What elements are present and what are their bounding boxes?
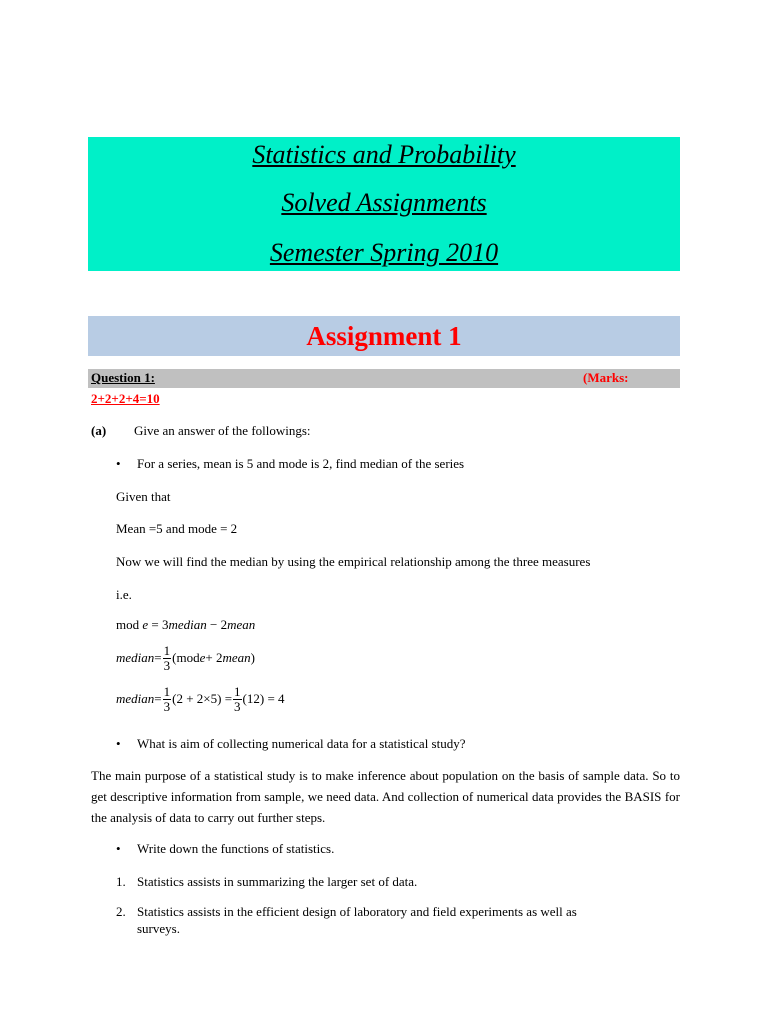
title-line-3: Semester Spring 2010	[269, 238, 499, 267]
eq2-e: e	[199, 650, 206, 665]
eq3-numerator-2: 1	[234, 683, 241, 699]
bullet-glyph: •	[116, 736, 121, 751]
eq2-denominator: 3	[163, 657, 171, 673]
eq2-mean: mean	[222, 650, 251, 665]
bullet-glyph: •	[116, 456, 121, 471]
function-item-2-line-2: surveys.	[137, 921, 180, 936]
eq2-close: )	[250, 650, 255, 665]
eq3-median: median	[116, 691, 155, 706]
eq3-fraction-2	[233, 685, 242, 714]
eq2-fraction	[163, 644, 172, 673]
eq1-mean: mean	[227, 617, 256, 632]
function-number-2: 2.	[116, 904, 126, 919]
title-line-1: Statistics and Probability	[252, 140, 516, 169]
eq1-equals: = 3	[148, 617, 169, 632]
question-label: Question 1:	[91, 370, 155, 385]
function-item-2-line-1: Statistics assists in the efficient design of laboratory and field experiments as well as	[137, 904, 577, 919]
title-line-2: Solved Assignments	[281, 188, 487, 217]
equation-3	[116, 682, 285, 716]
assignment-banner	[88, 316, 680, 356]
function-item-1: Statistics assists in summarizing the larger set of data.	[137, 874, 418, 889]
eq1-median: median	[168, 617, 207, 632]
bullet-question-3: Write down the functions of statistics.	[137, 841, 335, 856]
ie-text: i.e.	[116, 587, 132, 602]
eq3-equals: =	[154, 691, 162, 706]
eq3-end: (12) = 4	[242, 691, 285, 706]
eq1-e: e	[142, 617, 149, 632]
method-text: Now we will find the median by using the empirical relationship among the three measures	[116, 554, 591, 569]
bullet-glyph: •	[116, 841, 121, 856]
eq3-numerator-1: 1	[163, 683, 171, 699]
marks-value: 2+2+2+4=10	[91, 391, 160, 406]
eq3-fraction-1	[163, 685, 172, 714]
function-number-1: 1.	[116, 874, 126, 889]
equation-1	[116, 617, 255, 633]
eq3-denominator-1: 3	[163, 698, 171, 714]
eq3-denominator-2: 3	[234, 698, 241, 714]
eq2-plus: + 2	[205, 650, 223, 665]
bullet-question-1: For a series, mean is 5 and mode is 2, find median of the series	[137, 456, 465, 471]
assignment-title: Assignment 1	[306, 321, 462, 351]
title-banner	[88, 137, 680, 271]
eq2-equals: =	[154, 650, 162, 665]
eq2-numerator: 1	[163, 642, 171, 658]
eq3-middle: (2 + 2×5) =	[172, 691, 233, 706]
part-a-instruction: Give an answer of the followings:	[134, 423, 311, 438]
eq1-mod: mod	[116, 617, 140, 632]
answer-2-paragraph: The main purpose of a statistical study is to make inference about population on the basis of sample data. So to get descriptive information from sample, we need data. And collection of numerical data provides the BASIS for the analysis of data to carry out further steps.	[91, 768, 680, 825]
given-values: Mean =5 and mode = 2	[116, 521, 238, 536]
eq2-median: median	[116, 650, 155, 665]
given-text: Given that	[116, 489, 171, 504]
equation-2	[116, 641, 255, 675]
bullet-question-2: What is aim of collecting numerical data for a statistical study?	[137, 736, 466, 751]
part-a-label: (a)	[91, 423, 107, 438]
eq1-minus: − 2	[206, 617, 228, 632]
eq2-open: (mod	[172, 650, 200, 665]
marks-label: (Marks:	[583, 370, 629, 385]
